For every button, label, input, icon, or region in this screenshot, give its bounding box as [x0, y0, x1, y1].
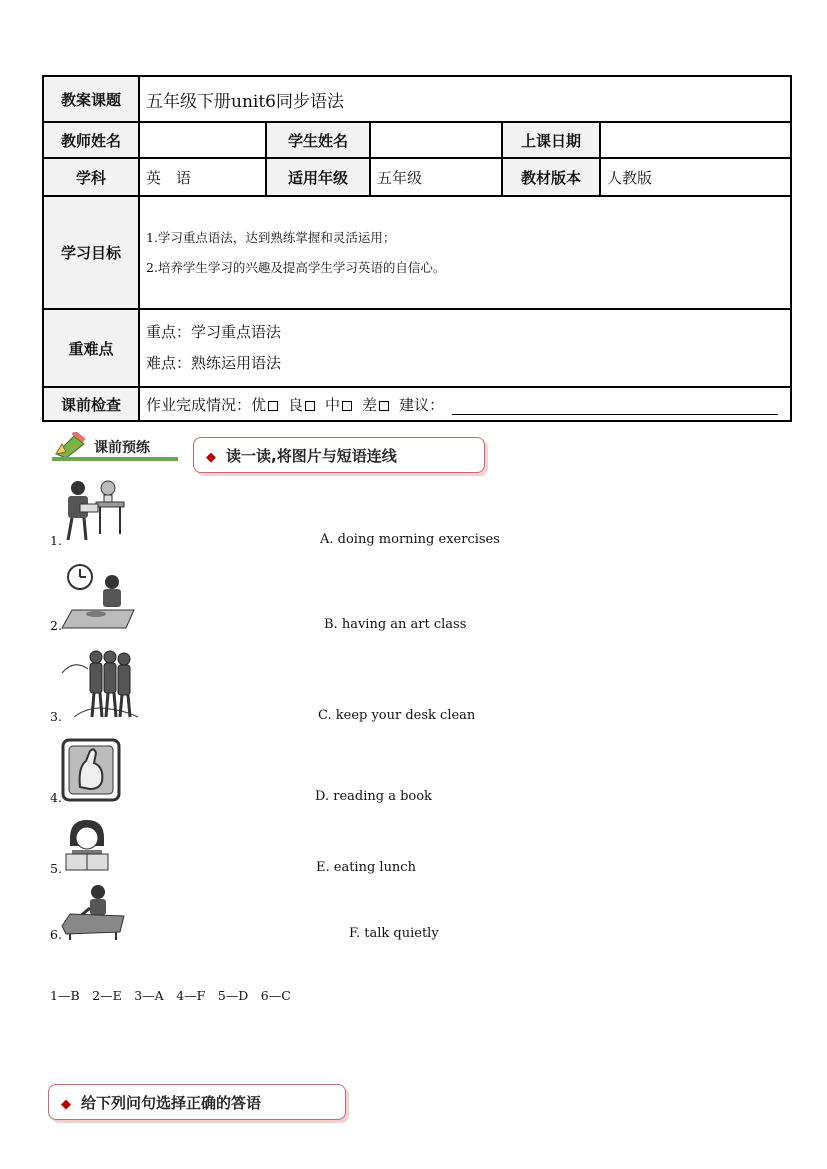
quiet-sign-icon — [60, 737, 122, 803]
item-number: 2. — [50, 618, 62, 633]
subject-value: 英 语 — [139, 158, 266, 196]
section1-title: 读一读,将图片与短语连线 — [226, 447, 397, 465]
girl-reading-icon — [60, 816, 114, 874]
option-c: C. keep your desk clean — [318, 708, 476, 723]
diamond-icon: ◆ — [61, 1097, 71, 1112]
goal-item: 2.培养学生学习的兴趣及提高学生学习英语的自信心。 — [146, 259, 446, 275]
grade-value: 五年级 — [370, 158, 502, 196]
answer-key: 1—B 2—E 3—A 4—F 5—D 6—C — [50, 988, 291, 1003]
preview-tag-underline — [52, 457, 178, 461]
check-option-good: 良 — [288, 395, 304, 414]
edition-value: 人教版 — [600, 158, 791, 196]
lesson-info-table — [42, 75, 792, 422]
check-option-excellent: 优 — [251, 395, 267, 414]
morning-exercises-icon — [60, 645, 140, 721]
section2-title: 给下列问句选择正确的答语 — [81, 1094, 262, 1112]
section2-banner — [48, 1084, 346, 1120]
goals-label: 学习目标 — [43, 196, 139, 309]
checkbox[interactable] — [305, 401, 315, 411]
section1-banner — [193, 437, 485, 473]
item-number: 4. — [50, 790, 62, 805]
student-label: 学生姓名 — [266, 122, 370, 158]
goals-cell — [139, 196, 791, 309]
difficult-point: 难点：熟练运用语法 — [146, 354, 282, 372]
checkbox[interactable] — [379, 401, 389, 411]
key-point: 重点：学习重点语法 — [146, 323, 282, 341]
pencil-icon — [52, 432, 92, 458]
item-number: 6. — [50, 927, 62, 942]
eating-lunch-icon — [60, 562, 136, 632]
option-e: E. eating lunch — [316, 860, 416, 875]
checkbox[interactable] — [342, 401, 352, 411]
subject-label: 学科 — [43, 158, 139, 196]
check-option-poor: 差 — [362, 395, 378, 414]
option-d: D. reading a book — [315, 789, 432, 804]
preview-tag — [52, 432, 182, 462]
item-number: 5. — [50, 861, 62, 876]
student-at-desk-icon — [60, 474, 126, 546]
suggestion-line[interactable] — [452, 400, 778, 415]
goal-item: 1.学习重点语法，达到熟练掌握和灵活运用； — [146, 229, 396, 245]
option-a: A. doing morning exercises — [320, 532, 500, 547]
preview-tag-label: 课前预练 — [94, 440, 150, 456]
option-b: B. having an art class — [324, 617, 467, 632]
check-cell — [139, 387, 791, 421]
check-option-fair: 中 — [325, 395, 341, 414]
checkbox[interactable] — [268, 401, 278, 411]
date-label: 上课日期 — [502, 122, 600, 158]
student-value — [370, 122, 502, 158]
teacher-value — [139, 122, 266, 158]
check-label: 课前检查 — [43, 387, 139, 421]
diamond-icon: ◆ — [206, 450, 216, 465]
grade-label: 适用年级 — [266, 158, 370, 196]
title-label: 教案课题 — [43, 76, 139, 122]
title-value: 五年级下册unit6同步语法 — [139, 76, 791, 122]
suggestion-label: 建议： — [399, 395, 445, 414]
cleaning-desk-icon — [60, 880, 126, 942]
check-prefix: 作业完成情况： — [146, 395, 252, 414]
item-number: 1. — [50, 533, 62, 548]
edition-label: 教材版本 — [502, 158, 600, 196]
key-label: 重难点 — [43, 309, 139, 387]
teacher-label: 教师姓名 — [43, 122, 139, 158]
date-value — [600, 122, 791, 158]
item-number: 3. — [50, 709, 62, 724]
key-cell — [139, 309, 791, 387]
option-f: F. talk quietly — [349, 926, 439, 941]
